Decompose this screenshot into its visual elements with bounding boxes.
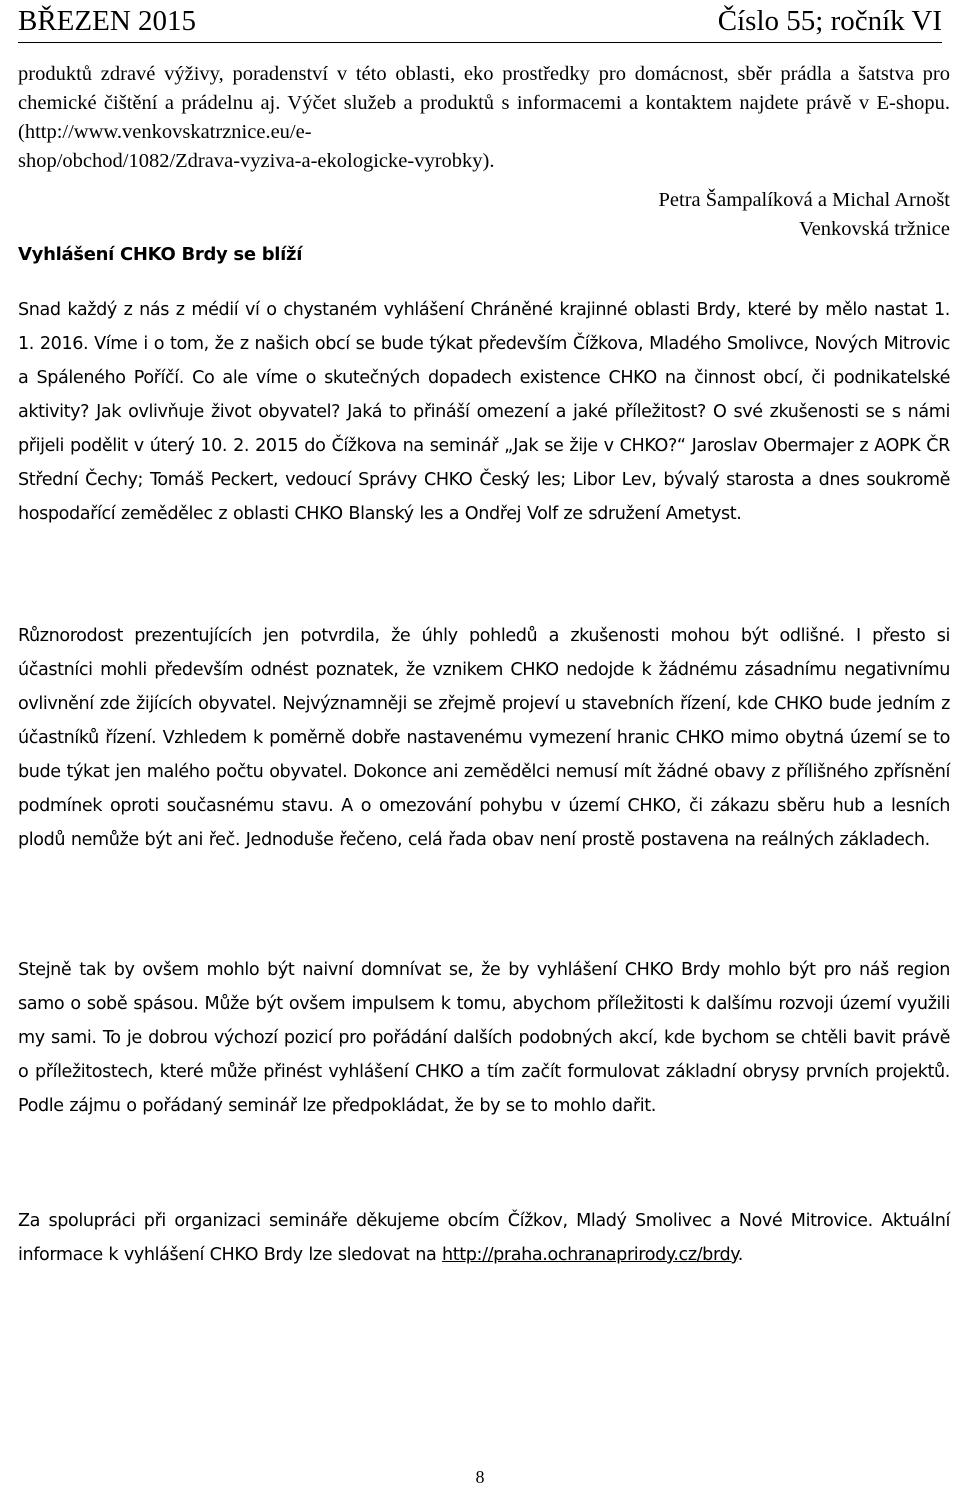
article-paragraph-4 — [18, 1204, 950, 1272]
intro-last-line: shop/obchod/1082/Zdrava-vyziva-a-ekologicke-vyrobky). — [18, 150, 495, 172]
intro-paragraph — [18, 60, 950, 176]
signature-block — [659, 186, 951, 244]
page-header — [18, 2, 942, 38]
header-issue-number: Číslo 55; ročník VI — [717, 5, 942, 37]
header-issue-date: BŘEZEN 2015 — [18, 5, 197, 37]
signature-organization: Venkovská tržnice — [799, 218, 950, 240]
article-paragraph-1: Snad každý z nás z médií ví o chystaném vyhlášení Chráněné krajinné oblasti Brdy, které by mělo nastat 1. 1. 2016. Víme i o tom, že z našich obcí se bude týkat především Čížkova, Mladého Smolivce, Nových Mitrovic a Spáleného Poříčí. Co ale víme o skutečných dopadech existence CHKO na činnost obcí, či podnikatelské aktivity? Jak ovlivňuje život obyvatel? Jaká to přináší omezení a jaké příležitost? O své zkušenosti se s námi přijeli podělit v úterý 10. 2. 2015 do Čížkova na seminář „Jak se žije v CHKO?“ Jaroslav Obermajer z AOPK ČR Střední Čechy; Tomáš Peckert, vedoucí Správy CHKO Český les; Libor Lev, bývalý starosta a dnes soukromě hospodařící zemědělec z oblasti CHKO Blanský les a Ondřej Volf ze sdružení Ametyst. — [18, 300, 950, 524]
page-number: 8 — [475, 1467, 485, 1487]
brdy-info-link[interactable]: http://praha.ochranaprirody.cz/brdy — [442, 1245, 738, 1265]
article-heading: Vyhlášení CHKO Brdy se blíží — [18, 244, 303, 265]
intro-text: produktů zdravé výživy, poradenství v této oblasti, eko prostředky pro domácnost, sběr prádla a šatstva pro chemické čištění a prádelnu aj. Výčet služeb a produktů s informacemi a kontaktem najdete právě v E-shopu. (http://www.venkovskatrznice.eu/e- — [18, 63, 950, 143]
signature-authors: Petra Šampalíková a Michal Arnošt — [658, 189, 950, 211]
header-divider — [18, 42, 942, 43]
article-paragraph-2: Různorodost prezentujících jen potvrdila, že úhly pohledů a zkušenosti mohou být odlišné. I přesto si účastníci mohli především odnést poznatek, že vznikem CHKO nedojde k žádnému zásadnímu negativnímu ovlivnění zde žijících obyvatel. Nejvýznamněji se zřejmě projeví u stavebních řízení, kde CHKO bude jedním z účastníků řízení. Vzhledem k poměrně dobře nastavenému vymezení hranic CHKO mimo obytná území se to bude týkat jen malého počtu obyvatel. Dokonce ani zemědělci nemusí mít žádné obavy z přílišného zpřísnění podmínek oproti současnému stavu. A o omezování pohybu v území CHKO, či zákazu sběru hub a lesních plodů nemůže být ani řeč. Jednoduše řečeno, celá řada obav není prostě postavena na reálných základech. — [18, 626, 950, 850]
article-paragraph-3: Stejně tak by ovšem mohlo být naivní domnívat se, že by vyhlášení CHKO Brdy mohlo být pro náš region samo o sobě spásou. Může být ovšem impulsem k tomu, abychom příležitosti k dalšímu rozvoji území využili my sami. To je dobrou výchozí pozicí pro pořádání dalších podobných akcí, kde bychom se chtěli bavit právě o příležitostech, které může přinést vyhlášení CHKO a tím začít formulovat základní obrysy prvních projektů. Podle zájmu o pořádaný seminář lze předpokládat, že by se to mohlo dařit. — [18, 960, 950, 1116]
link-trailing-period: . — [737, 1245, 743, 1265]
article-paragraph-4-text: Za spolupráci při organizaci semináře děkujeme obcím Čížkov, Mladý Smolivec a Nové Mitrovice. Aktuální informace k vyhlášení CHKO Brdy lze sledovat na — [18, 1211, 950, 1265]
